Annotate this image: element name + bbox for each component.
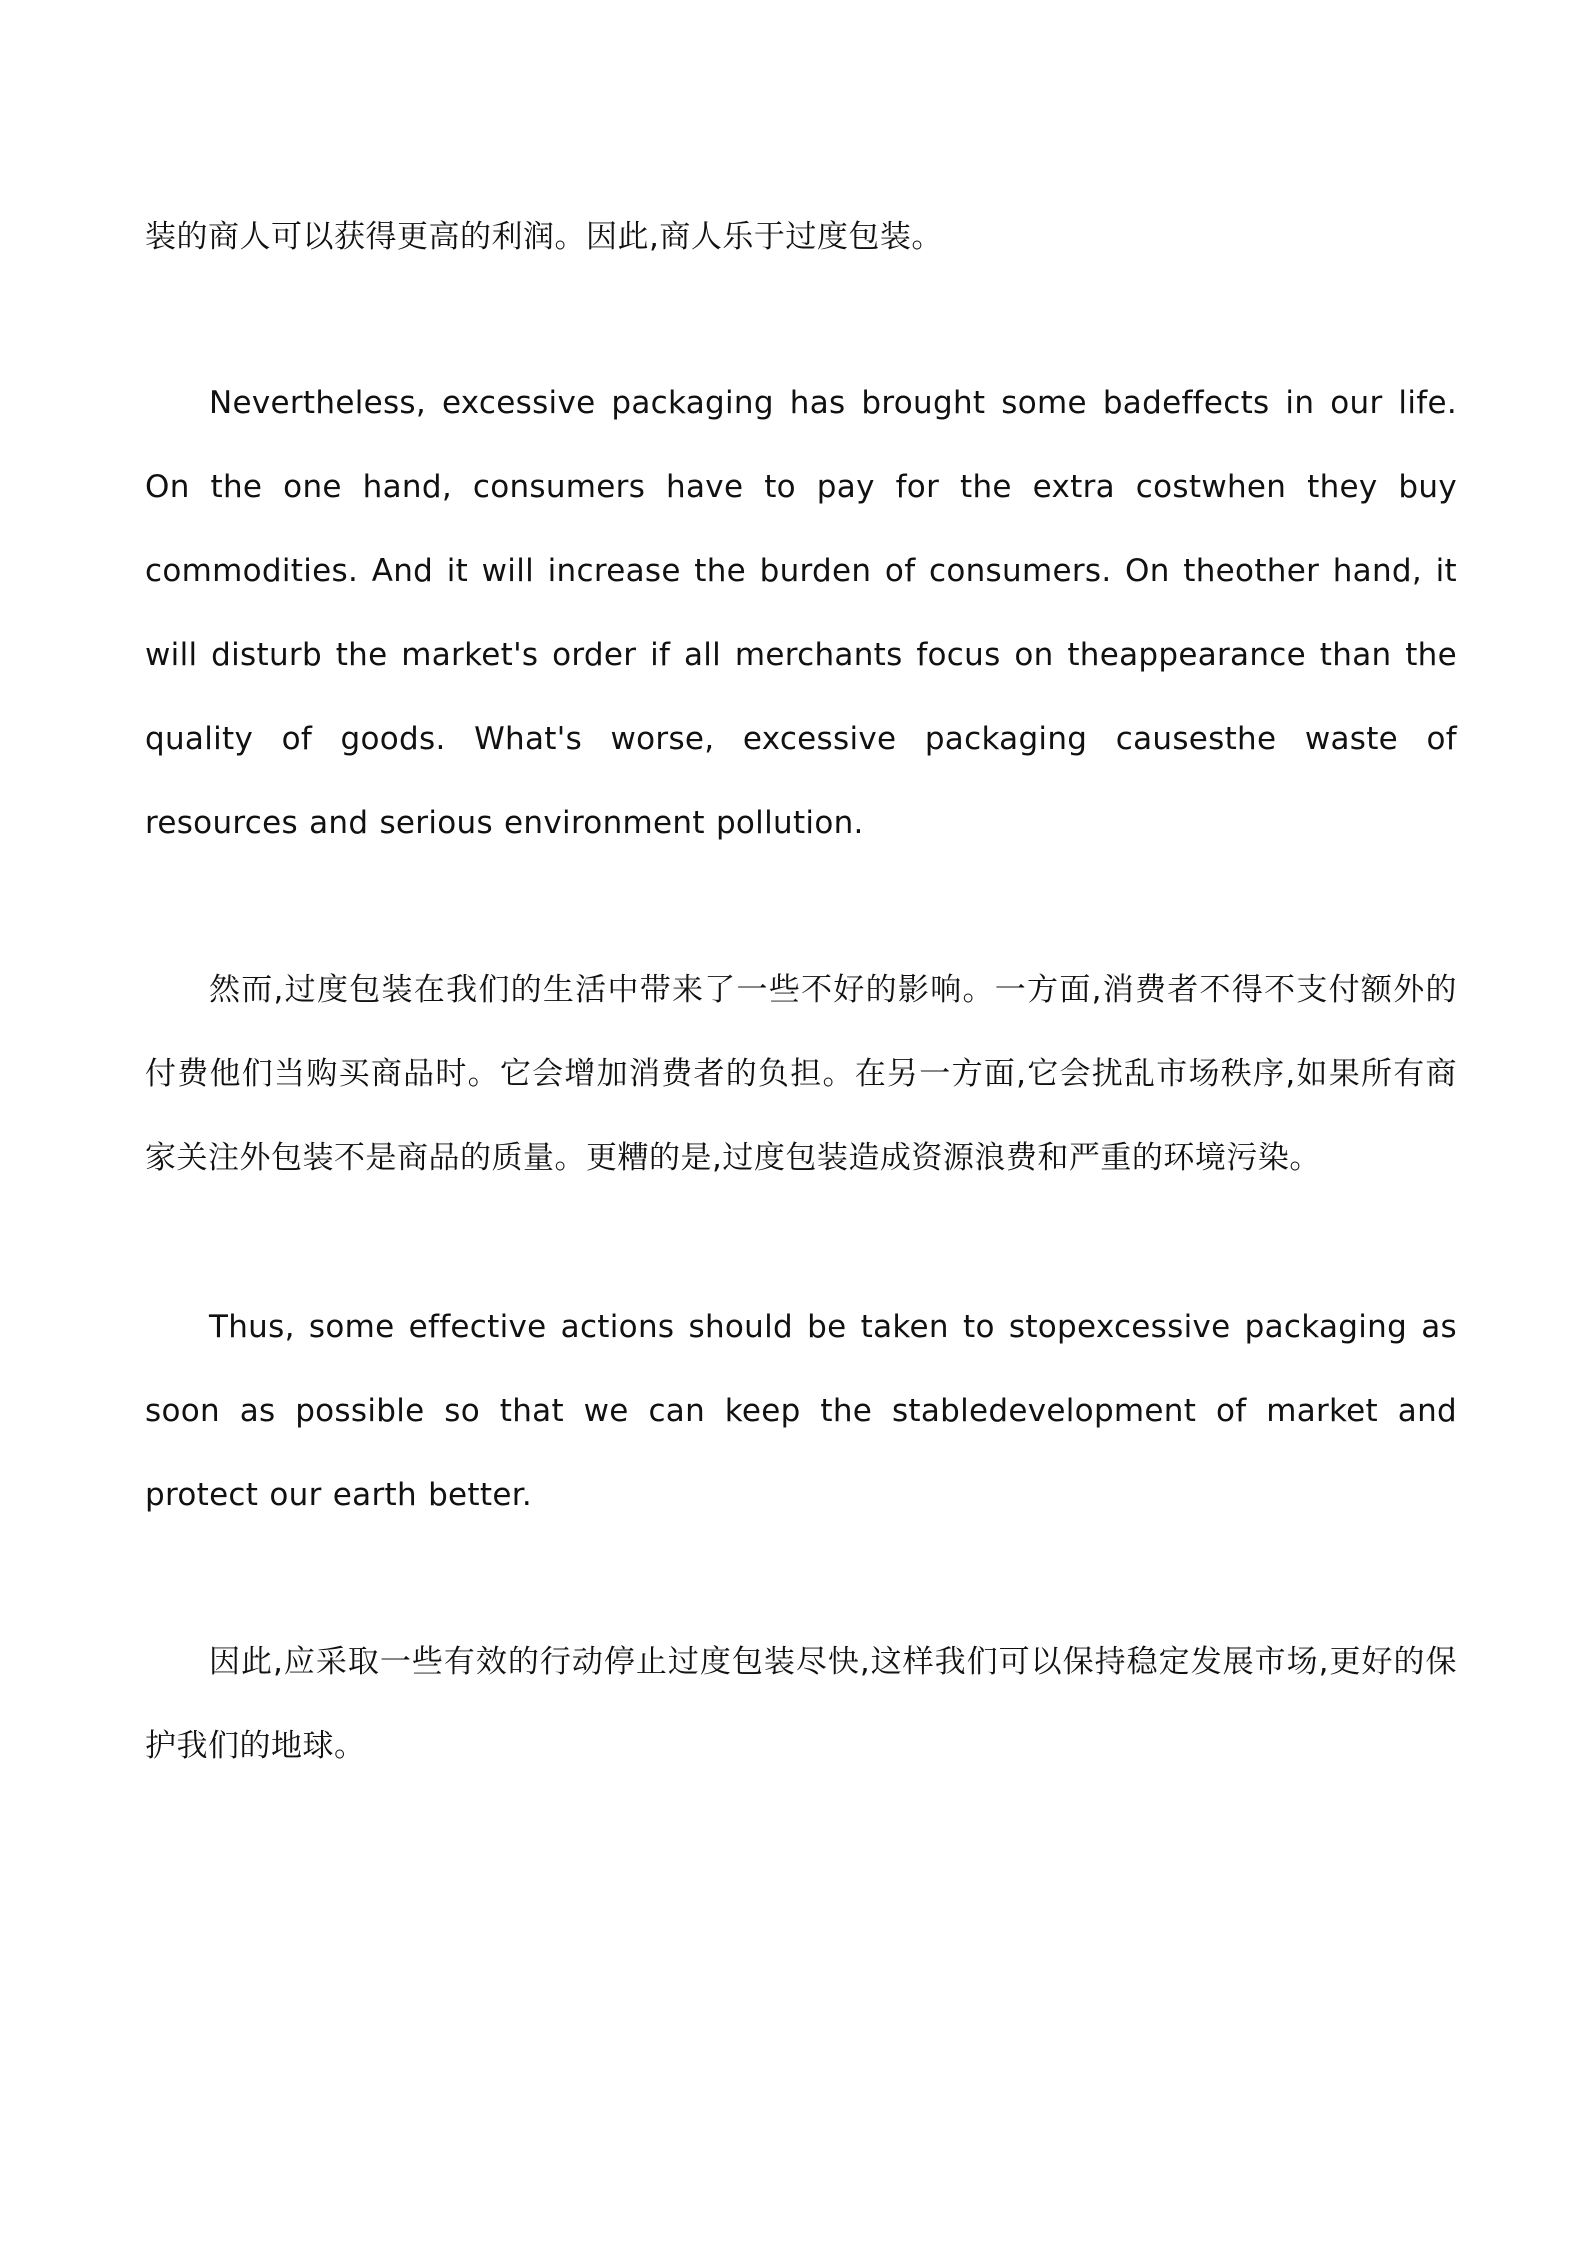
paragraph-zh-continuation: 装的商人可以获得更高的利润。因此,商人乐于过度包装。 (145, 219, 943, 255)
paragraph-en-conclusion: Thus, some effective actions should be taken to stopexcessive packaging as soon as possible so that we can keep the stabledevelopment of market and protect our earth better. (145, 1309, 1457, 1513)
paragraph-zh-effects: 然而,过度包装在我们的生活中带来了一些不好的影响。一方面,消费者不得不支付额外的付费他们当购买商品时。它会增加消费者的负担。在另一方面,它会扰乱市场秩序,如果所有商家关注外包装不是商品的质量。更糟的是,过度包装造成资源浪费和严重的环境污染。 (145, 972, 1457, 1176)
paragraph-zh-conclusion: 因此,应采取一些有效的行动停止过度包装尽快,这样我们可以保持稳定发展市场,更好的保护我们的地球。 (145, 1644, 1457, 1764)
paragraph-en-effects: Nevertheless, excessive packaging has brought some badeffects in our life. On the one hand, consumers have to pay for the extra costwhen they buy commodities. And it will increase the burden of consumers. On theother hand, it will disturb the market's order if all merchants focus on theappearance than the quality of goods. What's worse, excessive packaging causesthe waste of resources and serious environment pollution. (145, 385, 1457, 841)
